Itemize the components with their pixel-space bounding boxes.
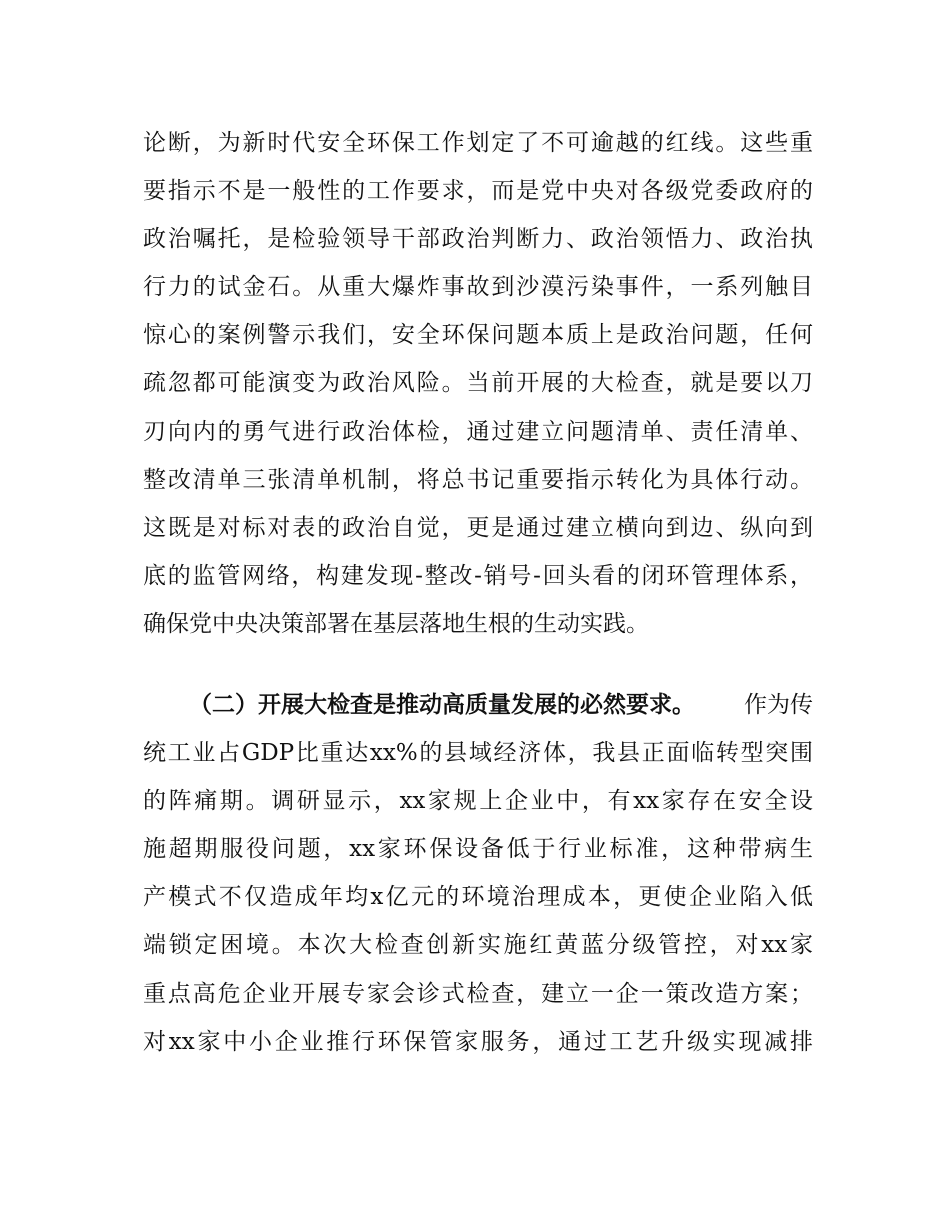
paragraph-line: 行力的试金石。从重大爆炸事故到沙漠污染事件，一系列触目 (143, 274, 813, 301)
paragraph-line: 施超期服役问题，xx家环保设备低于行业标准，这种带病生 (143, 836, 813, 863)
paragraph-line: 端锁定困境。本次大检查创新实施红黄蓝分级管控，对xx家 (143, 932, 813, 959)
paragraph-line: 重点高危企业开展专家会诊式检查，建立一企一策改造方案； (143, 980, 813, 1007)
paragraph-line: 产模式不仅造成年均x亿元的环境治理成本，更使企业陷入低 (143, 884, 813, 911)
paragraph-line: 政治嘱托，是检验领导干部政治判断力、政治领悟力、政治执 (143, 226, 813, 253)
paragraph-2 (143, 681, 813, 1066)
section-heading: （二）开展大检查是推动高质量发展的必然要求。 (189, 692, 695, 718)
paragraph-1 (143, 119, 813, 648)
paragraph-line: 整改清单三张清单机制，将总书记重要指示转化为具体行动。 (143, 466, 813, 493)
paragraph-line: 惊心的案例警示我们，安全环保问题本质上是政治问题，任何 (143, 322, 813, 349)
paragraph-line: 对xx家中小企业推行环保管家服务，通过工艺升级实现减排 (143, 1028, 813, 1055)
paragraph-line: 要指示不是一般性的工作要求，而是党中央对各级党委政府的 (143, 178, 813, 205)
paragraph-line: 底的监管网络，构建发现-整改-销号-回头看的闭环管理体系， (143, 562, 813, 589)
paragraph-line: 论断，为新时代安全环保工作划定了不可逾越的红线。这些重 (143, 130, 813, 156)
paragraph-first-line (143, 681, 813, 729)
paragraph-line: 疏忽都可能演变为政治风险。当前开展的大检查，就是要以刀 (143, 370, 813, 397)
paragraph-line: 这既是对标对表的政治自觉，更是通过建立横向到边、纵向到 (143, 514, 813, 541)
heading-continuation: 作为传 (744, 692, 813, 718)
paragraph-line: 刃向内的勇气进行政治体检，通过建立问题清单、责任清单、 (143, 418, 813, 445)
paragraph-line: 统工业占GDP比重达xx%的县域经济体，我县正面临转型突围 (143, 740, 813, 767)
paragraph-line: 确保党中央决策部署在基层落地生根的生动实践。 (143, 610, 649, 637)
paragraph-line: 的阵痛期。调研显示，xx家规上企业中，有xx家存在安全设 (143, 788, 813, 815)
